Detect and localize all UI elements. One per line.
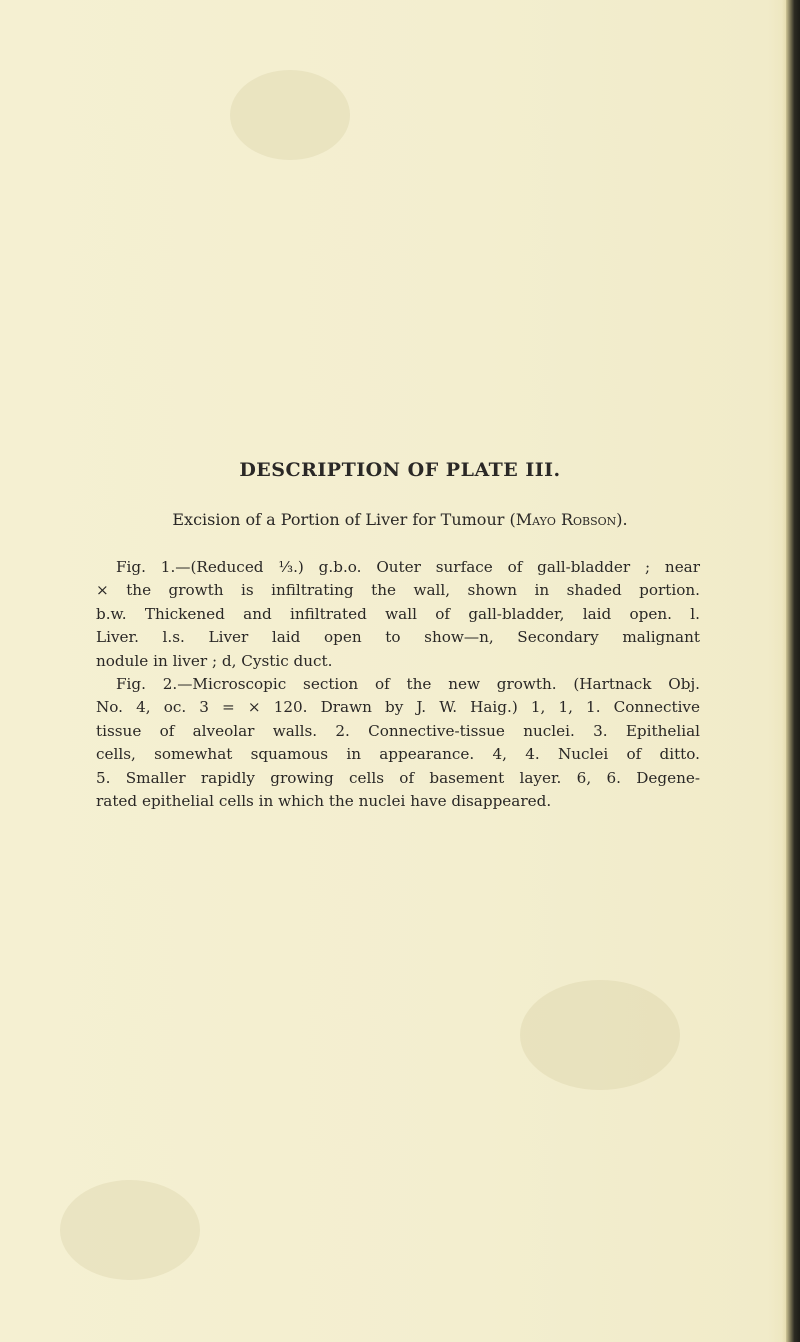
- subtitle-author: Mayo Robson: [515, 510, 617, 529]
- fig2-line: rated epithelial cells in which the nuclei have disappeared.: [96, 792, 552, 811]
- paper-stain: [520, 980, 680, 1090]
- plate-title: DESCRIPTION OF PLATE III.: [239, 459, 561, 481]
- subtitle-suffix: ).: [616, 510, 628, 529]
- fig1-line: nodule in liver ; d, Cystic duct.: [96, 651, 333, 670]
- fig2-line: Fig. 2.—Microscopic section of the new growth. (Hartnack Obj.: [116, 675, 700, 694]
- paper-stain: [230, 70, 350, 160]
- paper-stain: [60, 1180, 200, 1280]
- book-spine-edge: [786, 0, 800, 1342]
- subtitle-prefix: Excision of a Portion of Liver for Tumour (: [172, 510, 516, 529]
- fig1-line: × the growth is infiltrating the wall, shown in shaded portion.: [96, 581, 700, 600]
- fig1-line: Fig. 1.—(Reduced ⅓.) g.b.o. Outer surface of gall-bladder ; near: [116, 558, 700, 576]
- fig1-line: Liver. l.s. Liver laid open to show—n, Secondary malignant: [96, 628, 700, 647]
- fig2-line: No. 4, oc. 3 = × 120. Drawn by J. W. Haig.) 1, 1, 1. Connective: [96, 698, 700, 717]
- fig2-line: 5. Smaller rapidly growing cells of basement layer. 6, 6. Degene-: [96, 768, 700, 787]
- fig2-line: cells, somewhat squamous in appearance. 4, 4. Nuclei of ditto.: [96, 745, 700, 764]
- fig1-line: b.w. Thickened and infiltrated wall of gall-bladder, laid open. l.: [96, 604, 700, 623]
- fig2-line: tissue of alveolar walls. 2. Connective-tissue nuclei. 3. Epithelial: [96, 721, 700, 740]
- figure-descriptions: [96, 556, 700, 813]
- plate-subtitle: [0, 510, 800, 529]
